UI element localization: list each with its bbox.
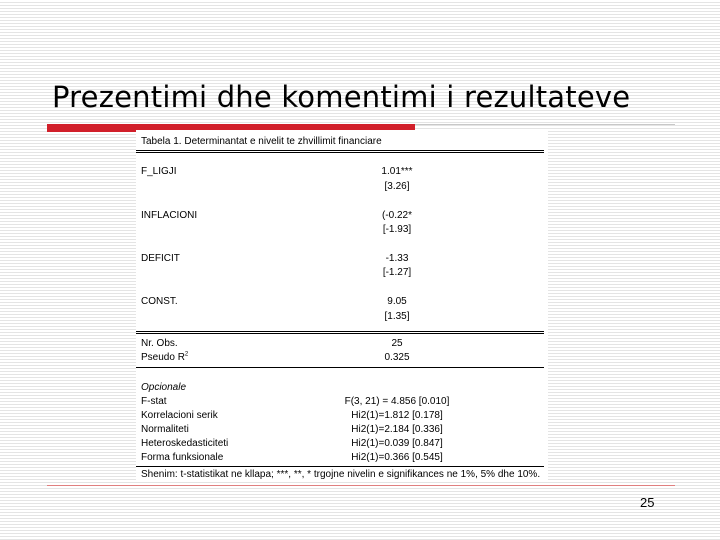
table-row xyxy=(141,395,548,409)
table-mid-rule xyxy=(136,331,544,332)
table-note: Shenim: t-statistikat ne kllapa; ***, **, * trgojne nivelin e signifikances ne 1%, 5% dhe 10%. xyxy=(141,469,541,480)
table-mid-rule-double xyxy=(136,333,544,334)
variable-label: F_LIGJI xyxy=(141,166,177,177)
diagnostic-label: Korrelacioni serik xyxy=(141,410,218,421)
coefficient-value: 9.05 xyxy=(387,296,407,307)
table-caption-row xyxy=(141,135,548,149)
t-statistic-value: [1.35] xyxy=(384,311,410,322)
table-row xyxy=(141,409,548,423)
table-top-rule-double xyxy=(136,152,544,153)
regression-table xyxy=(136,130,548,482)
table-row xyxy=(141,310,548,324)
table-row xyxy=(141,337,548,351)
coefficient-value: 1.01*** xyxy=(381,166,413,177)
diagnostic-value: Hi2(1)=1.812 [0.178] xyxy=(351,410,443,421)
table-row xyxy=(141,223,548,237)
table-row xyxy=(141,437,548,451)
coefficient-value: -1.33 xyxy=(385,253,409,264)
coefficient-value: (-0.22* xyxy=(381,210,412,221)
t-statistic-value: [3.26] xyxy=(384,181,410,192)
stat-value: 25 xyxy=(391,338,403,349)
variable-label: CONST. xyxy=(141,296,178,307)
table-bottom-rule xyxy=(136,466,544,467)
table-row xyxy=(141,266,548,280)
t-statistic-value: [-1.27] xyxy=(382,267,412,278)
diagnostic-value: Hi2(1)=2.184 [0.336] xyxy=(351,424,443,435)
table-top-rule xyxy=(136,150,544,151)
table-row xyxy=(141,381,548,395)
table-row xyxy=(141,209,548,223)
table-row xyxy=(141,165,548,179)
diagnostic-label: F-stat xyxy=(141,396,167,407)
table-note-row xyxy=(141,468,548,482)
optional-header: Opcionale xyxy=(141,382,187,393)
diagnostic-label: Forma funksionale xyxy=(141,452,224,463)
stat-label: Nr. Obs. xyxy=(141,338,178,349)
table-row xyxy=(141,423,548,437)
table-row xyxy=(141,180,548,194)
stat-value: 0.325 xyxy=(384,352,410,363)
table-row xyxy=(141,451,548,465)
t-statistic-value: [-1.93] xyxy=(382,224,412,235)
table-stats-rule xyxy=(136,367,544,368)
title-divider-line xyxy=(415,124,675,125)
variable-label: DEFICIT xyxy=(141,253,180,264)
diagnostic-label: Heteroskedasticiteti xyxy=(141,438,229,449)
page-number: 25 xyxy=(640,495,655,510)
diagnostic-value: Hi2(1)=0.366 [0.545] xyxy=(351,452,443,463)
table-caption: Tabela 1. Determinantat e nivelit te zhvillimit financiare xyxy=(141,136,382,147)
footer-divider-line xyxy=(47,485,675,486)
table-row xyxy=(141,295,548,309)
superscript: 2 xyxy=(184,351,189,358)
diagnostic-value: F(3, 21) = 4.856 [0.010] xyxy=(344,396,450,407)
diagnostic-label: Normaliteti xyxy=(141,424,189,435)
table-row xyxy=(141,252,548,266)
variable-label: INFLACIONI xyxy=(141,210,198,221)
stat-label: Pseudo $R^2$ xyxy=(141,351,189,363)
slide-title: Prezentimi dhe komentimi i rezultateve xyxy=(52,80,631,114)
table-row xyxy=(141,351,548,365)
diagnostic-value: Hi2(1)=0.039 [0.847] xyxy=(351,438,443,449)
